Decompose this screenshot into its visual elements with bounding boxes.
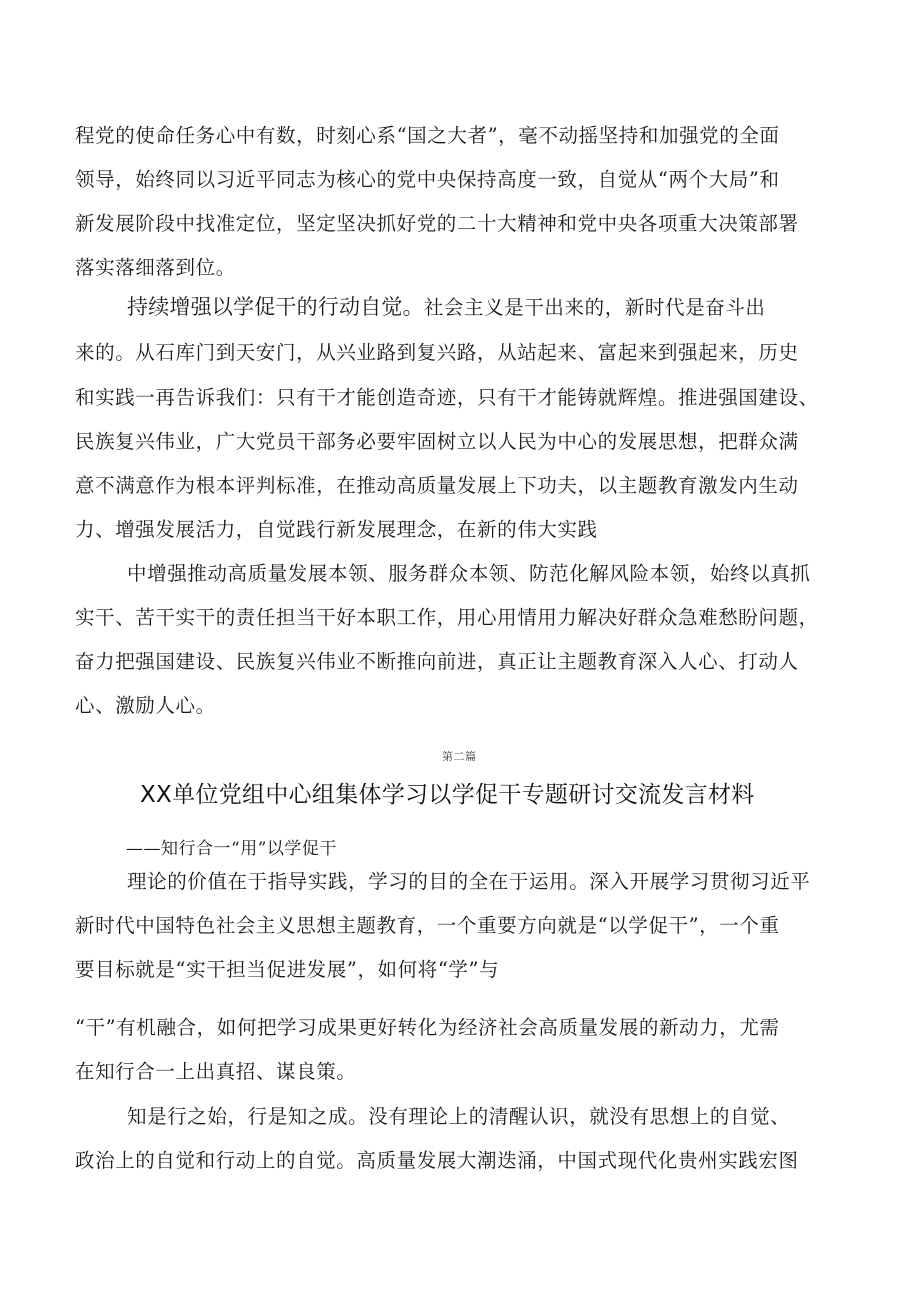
text-line: 心、激励人心。 xyxy=(75,694,216,717)
text-line: 知是行之始，行是知之成。没有理论上的清醒认识，就没有思想上的自觉、 xyxy=(127,1105,791,1128)
text-line: 来的。从石库门到天安门，从兴业路到复兴路，从站起来、富起来到强起来，历史 xyxy=(75,341,799,364)
text-line: 在知行合一上出真招、谋良策。 xyxy=(75,1060,357,1083)
text-line: 中增强推动高质量发展本领、服务群众本领、防范化解风险本领，始终以真抓 xyxy=(127,562,811,585)
document-subtitle: ——知行合一“用”以学促干 xyxy=(126,839,337,859)
text-line: 意不满意作为根本评判标准，在推动高质量发展上下功夫，以主题教育激发内生动 xyxy=(75,474,799,497)
section-label: 第二篇 xyxy=(442,750,477,763)
text-line: 程党的使命任务心中有数，时刻心系“国之大者”，毫不动摇坚持和加强党的全面 xyxy=(75,124,780,147)
text-line: 落实落细落到位。 xyxy=(75,256,236,279)
text-line: 政治上的自觉和行动上的自觉。高质量发展大潮迭涌，中国式现代化贵州实践宏图 xyxy=(75,1149,799,1172)
text-line: 领导，始终同以习近平同志为核心的党中央保持高度一致，自觉从“两个大局”和 xyxy=(75,168,780,191)
text-line: 奋力把强国建设、民族复兴伟业不断推向前进，真正让主题教育深入人心、打动人 xyxy=(75,650,799,673)
text-line xyxy=(127,297,766,318)
text-span: 社会主义是干出来的，新时代是奋斗出 xyxy=(423,296,766,319)
text-line: “干”有机融合，如何把学习成果更好转化为经济社会高质量发展的新动力，尤需 xyxy=(75,1016,780,1039)
text-line: 新时代中国特色社会主义思想主题教育，一个重要方向就是“以学促干”，一个重 xyxy=(75,914,780,937)
text-line: 理论的价值在于指导实践，学习的目的全在于运用。深入开展学习贯彻习近平 xyxy=(127,870,811,893)
paragraph-lead-heading: 持续增强以学促干的行动自觉。 xyxy=(127,295,424,319)
document-title: XX单位党组中心组集体学习以学促干专题研讨交流发言材料 xyxy=(140,782,755,808)
text-line: 民族复兴伟业，广大党员干部务必要牢固树立以人民为中心的发展思想，把群众满 xyxy=(75,430,799,453)
text-line: 力、增强发展活力，自觉践行新发展理念，在新的伟大实践 xyxy=(75,518,598,541)
text-line: 新发展阶段中找准定位，坚定坚决抓好党的二十大精神和党中央各项重大决策部署 xyxy=(75,212,799,235)
text-line: 要目标就是“实干担当促进发展”，如何将“学”与 xyxy=(75,958,500,981)
text-line: 和实践一再告诉我们：只有干才能创造奇迹，只有干才能铸就辉煌。推进强国建设、 xyxy=(75,386,819,409)
text-line: 实干、苦干实干的责任担当干好本职工作，用心用情用力解决好群众急难愁盼问题， xyxy=(75,606,819,629)
